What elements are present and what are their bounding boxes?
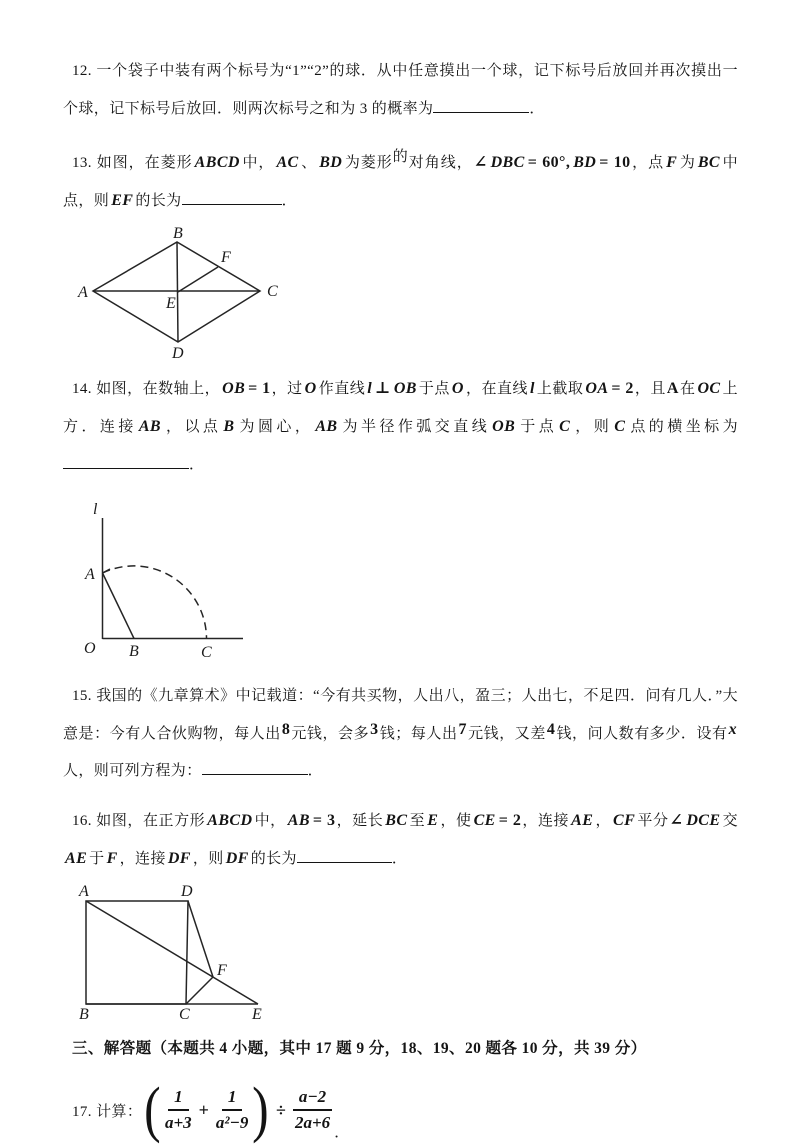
vertex-label-e: E	[252, 1006, 262, 1023]
text-run-m: l	[529, 380, 535, 397]
label-o: O	[84, 640, 96, 657]
text-run-cn: ，在直线	[465, 381, 528, 397]
text-run-cn: 为圆心，	[236, 419, 314, 435]
figure-q13-rhombus	[73, 224, 738, 362]
text-run-cn: 在	[679, 381, 696, 397]
q17-label: 17. 计算：	[72, 1103, 143, 1120]
text-run-m: O	[451, 380, 464, 397]
section-heading: 三、解答题（本题共 4 小题，其中 17 题 9 分，18、19、20 题各 10 分，共 39 分）	[72, 1040, 647, 1057]
question-15	[63, 678, 738, 790]
text-run-m: ABCD	[194, 154, 240, 171]
text-run-cn: ．	[307, 763, 324, 779]
text-run-cn: ，使	[440, 813, 472, 829]
text-run-cn: 于	[89, 851, 105, 867]
vertex-label-b: B	[173, 225, 183, 242]
text-run-m: E	[427, 812, 439, 829]
right-paren: )	[252, 1075, 269, 1144]
answer-blank	[182, 189, 282, 205]
vertex-label-e: E	[166, 295, 176, 312]
text-run-cn: 、	[300, 155, 318, 171]
figure-q14-numberline	[73, 498, 738, 670]
fraction-3	[293, 1086, 332, 1134]
text-run-cn: 元钱，又差	[467, 726, 546, 742]
text-run-cn: 于点	[418, 381, 450, 397]
label-b: B	[129, 643, 139, 660]
text-run-mn: = 2	[498, 812, 522, 829]
text-run-m: AE	[65, 850, 88, 867]
q17-period: ．	[334, 1125, 350, 1141]
label-c: C	[201, 644, 212, 661]
vertex-label-c: C	[179, 1006, 190, 1023]
text-run-m: B	[223, 418, 235, 435]
vertex-label-b: B	[79, 1006, 89, 1023]
fraction-3-numerator: a−2	[293, 1086, 332, 1111]
text-run-m: BC	[697, 154, 720, 171]
text-run-mn: ⊥	[375, 380, 391, 397]
text-run-m: F	[666, 154, 678, 171]
text-run-cn: ，且	[634, 381, 666, 397]
text-run-m: EF	[111, 192, 134, 209]
fraction-1-numerator: 1	[168, 1086, 189, 1111]
text-run-cn: 为	[679, 155, 696, 171]
text-run-m: OB	[222, 380, 246, 397]
answer-blank	[433, 97, 529, 113]
fraction-3-denominator: 2a+6	[294, 1113, 331, 1132]
text-run-mn: A	[666, 380, 679, 397]
segment-df	[188, 901, 213, 977]
text-run-cn: ，	[595, 813, 612, 829]
segment-ef	[178, 267, 218, 292]
text-run-sup: 的	[392, 149, 409, 165]
text-run-cn: ，延长	[336, 813, 384, 829]
vertex-label-a: A	[78, 284, 88, 301]
text-run-cn: ，点	[631, 155, 665, 171]
text-run-cn: 平分	[637, 813, 669, 829]
text-run-m: C	[614, 418, 626, 435]
text-run-cn: 钱；每人出	[379, 726, 458, 742]
left-paren: (	[144, 1075, 161, 1144]
text-run-m: ABCD	[207, 812, 253, 829]
label-l: l	[93, 501, 98, 518]
text-run-cn: 15. 我国的《九章算术》中记载道：“今有共买物，人出八，盈三；人出七，不足四．问有几人．”大意是：今有人合伙购物，每人出	[63, 688, 738, 742]
text-run-cn: 的长为	[250, 851, 297, 867]
segment-ae	[86, 901, 258, 1004]
text-run-cn: 上截取	[536, 381, 584, 397]
text-run-cn: 元钱，会多	[291, 726, 370, 742]
text-run-cn: 14. 如图，在数轴上，	[72, 381, 221, 397]
text-run-cn: 中，	[241, 155, 275, 171]
fraction-2	[216, 1086, 248, 1134]
text-run-cn: 的长为	[135, 193, 182, 209]
text-run-cn: ．	[391, 851, 408, 867]
text-run-cn: 交	[722, 813, 739, 829]
text-run-cn: 于点	[517, 419, 558, 435]
text-run-ms: 4	[546, 721, 556, 738]
vertex-label-c: C	[267, 283, 278, 300]
text-run-mn: = 3	[312, 812, 336, 829]
text-run-cn: 为菱形	[344, 155, 393, 171]
question-14	[63, 370, 738, 484]
text-run-cn: 13. 如图，在菱形	[72, 155, 193, 171]
text-run-m: CE	[473, 812, 496, 829]
text-run-cn: ，连接	[522, 813, 570, 829]
text-run-ms: 8	[281, 721, 291, 738]
text-run-cn: 中点，则	[63, 155, 738, 209]
text-run-m: AE	[571, 812, 594, 829]
text-run-m: DF	[167, 850, 191, 867]
question-17	[72, 1074, 738, 1146]
text-run-cn: ，过	[271, 381, 303, 397]
text-run-cn: 上方．连接	[63, 381, 738, 435]
vertex-label-f: F	[221, 249, 231, 266]
text-run-m: AB	[315, 418, 338, 435]
question-13	[63, 144, 738, 220]
text-run-cn: 至	[409, 813, 426, 829]
vertex-label-f: F	[217, 962, 227, 979]
vertex-label-d: D	[181, 883, 193, 900]
fraction-1-denominator: a+3	[164, 1113, 192, 1132]
question-16	[63, 802, 738, 878]
text-run-m: OA	[585, 380, 609, 397]
text-run-m: DF	[225, 850, 249, 867]
text-run-mi: x	[728, 721, 737, 738]
segment-cf	[186, 977, 213, 1004]
diagonal-bd	[177, 242, 178, 342]
text-run-m: OC	[697, 380, 721, 397]
text-run-cn: 作直线	[318, 381, 366, 397]
text-run-ms: 7	[458, 721, 467, 738]
text-run-mn: = 1	[248, 380, 271, 397]
vertex-label-a: A	[79, 883, 89, 900]
text-run-cn: 人，则可列方程为：	[63, 763, 202, 779]
figure-q16-square	[63, 882, 738, 1022]
text-run-mn: ∠	[669, 812, 684, 829]
text-run-m: AB	[287, 812, 310, 829]
text-run-m: BD	[319, 154, 343, 171]
text-run-m: AC	[276, 154, 299, 171]
text-run-mn: = 2	[611, 380, 634, 397]
text-run-cn: ．	[529, 101, 545, 117]
text-run-m: F	[106, 850, 118, 867]
text-run-m: DBC	[490, 154, 525, 171]
text-run-cn: ，连接	[119, 851, 166, 867]
dashed-arc	[103, 566, 207, 639]
text-run-cn: 钱，问人数有多少．设有	[556, 726, 728, 742]
text-run-m: CF	[613, 812, 636, 829]
text-run-m: BC	[385, 812, 408, 829]
text-run-cn: ，则	[572, 419, 613, 435]
text-run-m: BD	[573, 154, 597, 171]
divide-operator: ÷	[275, 1099, 286, 1120]
text-run-mn: ∠	[473, 154, 488, 171]
answer-blank	[297, 847, 392, 863]
plus-operator: +	[198, 1099, 209, 1120]
fraction-2-numerator: 1	[222, 1086, 243, 1111]
label-a: A	[85, 566, 95, 583]
text-run-cn: 对角线，	[408, 155, 473, 171]
text-run-cn: ，则	[192, 851, 224, 867]
question-12	[63, 52, 738, 128]
fraction-2-denominator: a²−9	[215, 1113, 249, 1132]
text-run-cn: 12. 一个袋子中装有两个标号为“1”“2”的球．从中任意摸出一个球，记下标号后放回并再次摸出一个球，记下标号后放回．则两次标号之和为 3 的概率为	[63, 63, 738, 117]
text-run-cn: 16. 如图，在正方形	[72, 813, 206, 829]
text-run-m: O	[304, 380, 317, 397]
text-run-cn: 中，	[254, 813, 286, 829]
text-run-m: OB	[492, 418, 516, 435]
answer-blank	[63, 453, 189, 469]
text-run-m: l	[367, 380, 373, 397]
text-run-cn: 点的横坐标为	[627, 419, 739, 435]
fraction-1	[165, 1086, 192, 1134]
text-run-cn: 为半径作弧交直线	[339, 419, 491, 435]
text-run-ms: 3	[370, 721, 379, 738]
text-run-cn: ．	[189, 457, 205, 473]
text-run-m: DCE	[686, 812, 721, 829]
text-run-m: OB	[393, 380, 417, 397]
text-run-m: AB	[138, 418, 161, 435]
text-run-m: C	[559, 418, 571, 435]
text-run-mn: = 10	[599, 154, 631, 171]
vertex-label-d: D	[172, 345, 184, 362]
segment-ab	[103, 573, 135, 639]
text-run-mn: = 60°,	[527, 154, 571, 171]
text-run-cn: ，以点	[162, 419, 222, 435]
answer-blank	[202, 759, 308, 775]
text-run-cn: ．	[281, 193, 297, 209]
